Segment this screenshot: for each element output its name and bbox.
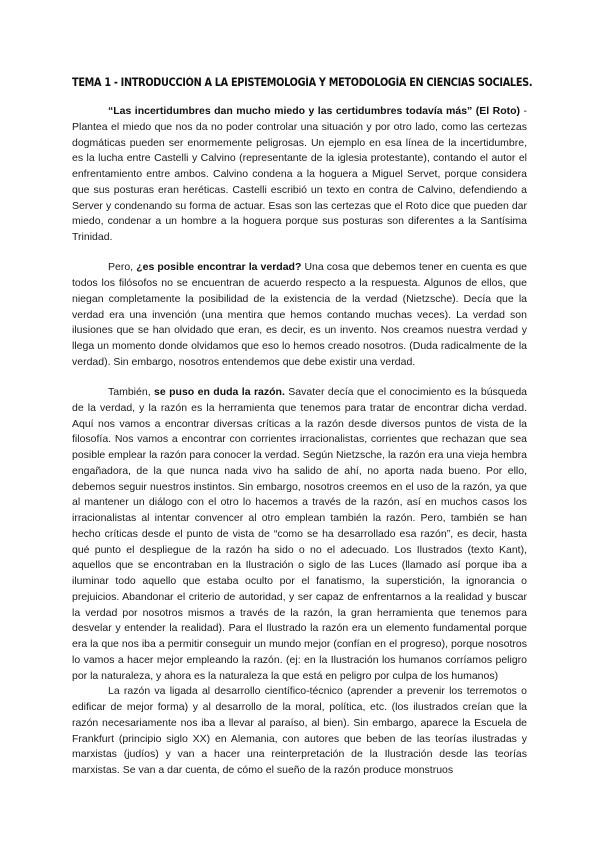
paragraph-text: Savater decía que el conocimiento es la búsqueda de la verdad, y la razón es la herramienta que tenemos para tratar de encontrar dicha verdad. Aquí nos vamos a encontrar diversas críticas a la razón desde diversos puntos de vista de la filosofía. Nos vamos a encontrar con corrientes irracionalistas, corrientes que rechazan que sea posible emplear la razón para conocer la verdad. Según Nietzsche, la razón era una vieja hembra engañadora, de la que nunca nada vivo ha salido de ahí, no aporta nada bueno. Por ello, debemos seguir nuestros instintos. Sin embargo, nosotros creemos en el uso de la razón, ya que al mantener un diálogo con el otro lo hacemos a través de la razón, así en muchos casos los irracionalistas al intentar convencer al otro emplean también la razón. Pero, también se han hecho críticas desde el punto de vista de “como se ha desarrollado esa razón”, es decir, hasta qué punto el despliegue de la razón ha sido o no el adecuado. Los Ilustrados (texto Kant), aquellos que se encontraban en la Ilustración o siglo de las Luces (llamado así porque iba a iluminar todo aquello que estaba oculto por el fanatismo, la superstición, la ignorancia o prejuicios. Abandonar el criterio de autoridad, y ser capaz de enfrentarnos a la realidad y buscar la verdad por nosotros mismos a través de la razón, la gran herramienta que tenemos para desvelar y entender la realidad). Para el Ilustrado la razón era un elemento fundamental porque era la que nos iba a permitir conseguir un mundo mejor (confían en el progreso), porque nosotros lo vamos a hacer mejor empleando la razón. (ej: en la Ilustración los humanos corríamos peligro por la naturaleza, y ahora es la naturaleza la que está en peligro por culpa de los humanos)	[72, 386, 527, 682]
paragraph-verdad	[72, 260, 527, 370]
paragraph-lead: También,	[108, 386, 155, 398]
paragraph-el-roto	[72, 104, 527, 246]
document-body	[72, 104, 527, 779]
paragraph-lead: Pero,	[108, 261, 137, 274]
question-heading: ¿es posible encontrar la verdad?	[136, 261, 302, 274]
paragraph-razon	[72, 385, 527, 684]
paragraph-text: La razón va ligada al desarrollo científico-técnico (aprender a prevenir los terremotos o edificar de mejor forma) y al desarrollo de la moral, política, etc. (los ilustrados creían que la razón necesariamente nos iba a llevar al paraíso, al bien). Sin embargo, aparece la Escuela de Frankfurt (principio siglo XX) en Alemania, con autores que beben de las teorías ilustradas y marxistas (judíos) y van a hacer una reinterpretación de la Ilustración desde las teorías marxistas. Se van a dar cuenta, de cómo el sueño de la razón produce monstruos	[72, 685, 527, 776]
razon-heading: se puso en duda la razón.	[154, 386, 285, 398]
paragraph-text: Una cosa que debemos tener en cuenta es que todos los filósofos no se encuentran de acuerdo respecto a la respuesta. Algunos de ellos, que niegan completamente la posibilidad de la existencia de la verdad (Nietzsche). Decía que la verdad era una invención (una mentira que hemos contando muchas veces). La verdad son ilusiones que se han olvidado que eran, es decir, es un invento. Nos creamos nuestra verdad y llega un momento donde olvidamos que eso lo hemos creado nosotros. (Duda radicalmente de la verdad). Sin embargo, nosotros entendemos que debe existir una verdad.	[72, 261, 528, 368]
paragraph-text: - Plantea el miedo que nos da no poder controlar una situación y por otro lado, como las certezas dogmáticas pueden ser enormemente peligrosas. Un ejemplo en esa línea de la incertidumbre, es la lucha entre Castelli y Calvino (representante de la iglesia protestante), contando el autor el enfrentamiento entre ambos. Calvino condena a la hoguera a Miguel Servet, porque considera que sus posturas eran heréticas. Castelli escribió un texto en contra de Calvino, defendiendo a Server y condenando su forma de actuar. Esas son las certezas que el Roto dice que pueden dar miedo, condenar a un hombre a la hoguera porque sus posturas son diferentes a la Santísima Trinidad.	[72, 105, 527, 243]
page-title: TEMA 1 - INTRODUCCIÓN A LA EPISTEMOLOGÍA Y METODOLOGÍA EN CIENCIAS SOCIALES.	[72, 76, 533, 89]
quote-heading: “Las incertidumbres dan mucho miedo y las certidumbres todavía más” (El Roto)	[108, 105, 521, 117]
paragraph-frankfurt	[72, 684, 527, 779]
